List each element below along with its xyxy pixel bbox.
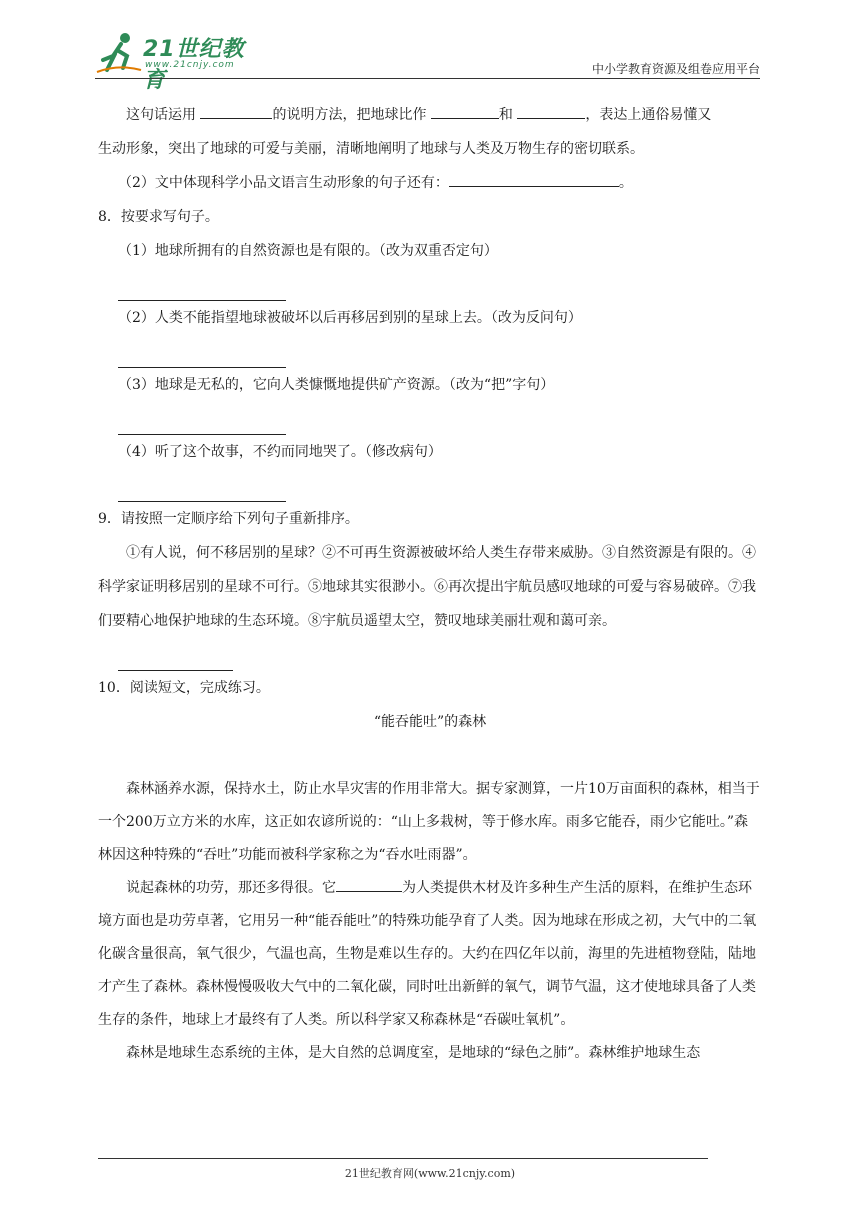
text: 说起森林的功劳，那还多得很。它 [126, 880, 336, 896]
q9-body: ①有人说，何不移居别的星球？②不可再生资源被破坏给人类生存带来威胁。③自然资源是有限的。④科学家证明移居别的星球不可行。⑤地球其实很渺小。⑥再次提出宇航员感叹地球的可爱与容易破碎。⑦我们要精心地保护地球的生态环境。⑧宇航员遥望太空，赞叹地球美丽壮观和蔼可亲。 [98, 545, 756, 629]
passage-para-2 [98, 872, 762, 1037]
q8-item-3: （3）地球是无私的，它向人类慷慨地提供矿产资源。（改为“把”字句） [118, 377, 555, 393]
answer-blank[interactable] [431, 104, 499, 119]
answer-line[interactable] [118, 638, 233, 671]
q10-title: 10．阅读短文，完成练习。 [98, 680, 270, 696]
spacer [98, 739, 762, 773]
page-header [95, 26, 760, 93]
q8-item-2: （2）人类不能指望地球被破坏以后再移居到别的星球上去。（改为反问句） [118, 310, 582, 326]
text: 和 [498, 107, 513, 123]
text: 为人类提供木材及许多种生产生活的原料，在维护生态环境方面也是功劳卓著，它用另一种“能吞能吐”的特殊功能孕育了人类。因为地球在形成之初，大气中的二氧化碳含量很高，氧气很少，气温也高，生物是难以生存的。大约在四亿年以前，海里的先进植物登陆，陆地才产生了森林。森林慢慢吸收大气中的二氧化碳，同时吐出新鲜的氧气，调节气温，这才使地球具备了人类生存的条件，地球上才最终有了人类。所以科学家又称森林是“吞碳吐氧机”。 [98, 880, 757, 1028]
answer-line[interactable] [118, 469, 286, 502]
answer-line[interactable] [118, 335, 286, 368]
q9-title: 9．请按照一定顺序给下列句子重新排序。 [98, 511, 359, 527]
header-divider [95, 78, 760, 79]
answer-blank[interactable] [449, 172, 619, 187]
runner-icon [95, 30, 143, 74]
q7-line2: 生动形象，突出了地球的可爱与美丽，清晰地阐明了地球与人类及万物生存的密切联系。 [98, 141, 644, 157]
q8-item-1: （1）地球所拥有的自然资源也是有限的。（改为双重否定句） [118, 243, 498, 259]
passage-title: “能吞能吐”的森林 [373, 714, 487, 730]
logo [95, 26, 265, 93]
q8-title: 8．按要求写句子。 [98, 209, 219, 225]
answer-blank[interactable] [517, 104, 585, 119]
document-content [98, 98, 762, 1070]
page-footer: 21世纪教育网(www.21cnjy.com) [344, 1167, 516, 1180]
text: 这句话运用 [126, 107, 196, 123]
answer-blank[interactable] [200, 104, 272, 119]
passage-para-3: 森林是地球生态系统的主体，是大自然的总调度室，是地球的“绿色之肺”。森林维护地球生态 [126, 1045, 701, 1061]
passage-para-1: 森林涵养水源，保持水土，防止水旱灾害的作用非常大。据专家测算，一片10万亩面积的森林，相当于一个200万立方米的水库，这正如农谚所说的：“山上多栽树，等于修水库。雨多它能吞，雨少它能吐。”森林因这种特殊的“吞吐”功能而被科学家称之为“吞水吐雨器”。 [98, 781, 760, 863]
answer-line[interactable] [118, 268, 286, 301]
footer-divider [98, 1158, 708, 1159]
q7-line1 [98, 98, 762, 132]
logo-text: 21世纪教育 [143, 37, 245, 93]
text: 的说明方法，把地球比作 [272, 107, 427, 123]
text: ，表达上通俗易懂又 [585, 107, 712, 123]
platform-name: 中小学教育资源及组卷应用平台 [591, 62, 760, 76]
q7-part2 [98, 166, 762, 200]
text: （2）文中体现科学小品文语言生动形象的句子还有： [118, 175, 449, 191]
q8-item-4: （4）听了这个故事，不约而同地哭了。（修改病句） [118, 444, 442, 460]
answer-blank[interactable] [336, 877, 402, 892]
logo-url: www.21cnjy.com [145, 60, 235, 70]
text: 。 [618, 175, 633, 191]
answer-line[interactable] [118, 402, 286, 435]
